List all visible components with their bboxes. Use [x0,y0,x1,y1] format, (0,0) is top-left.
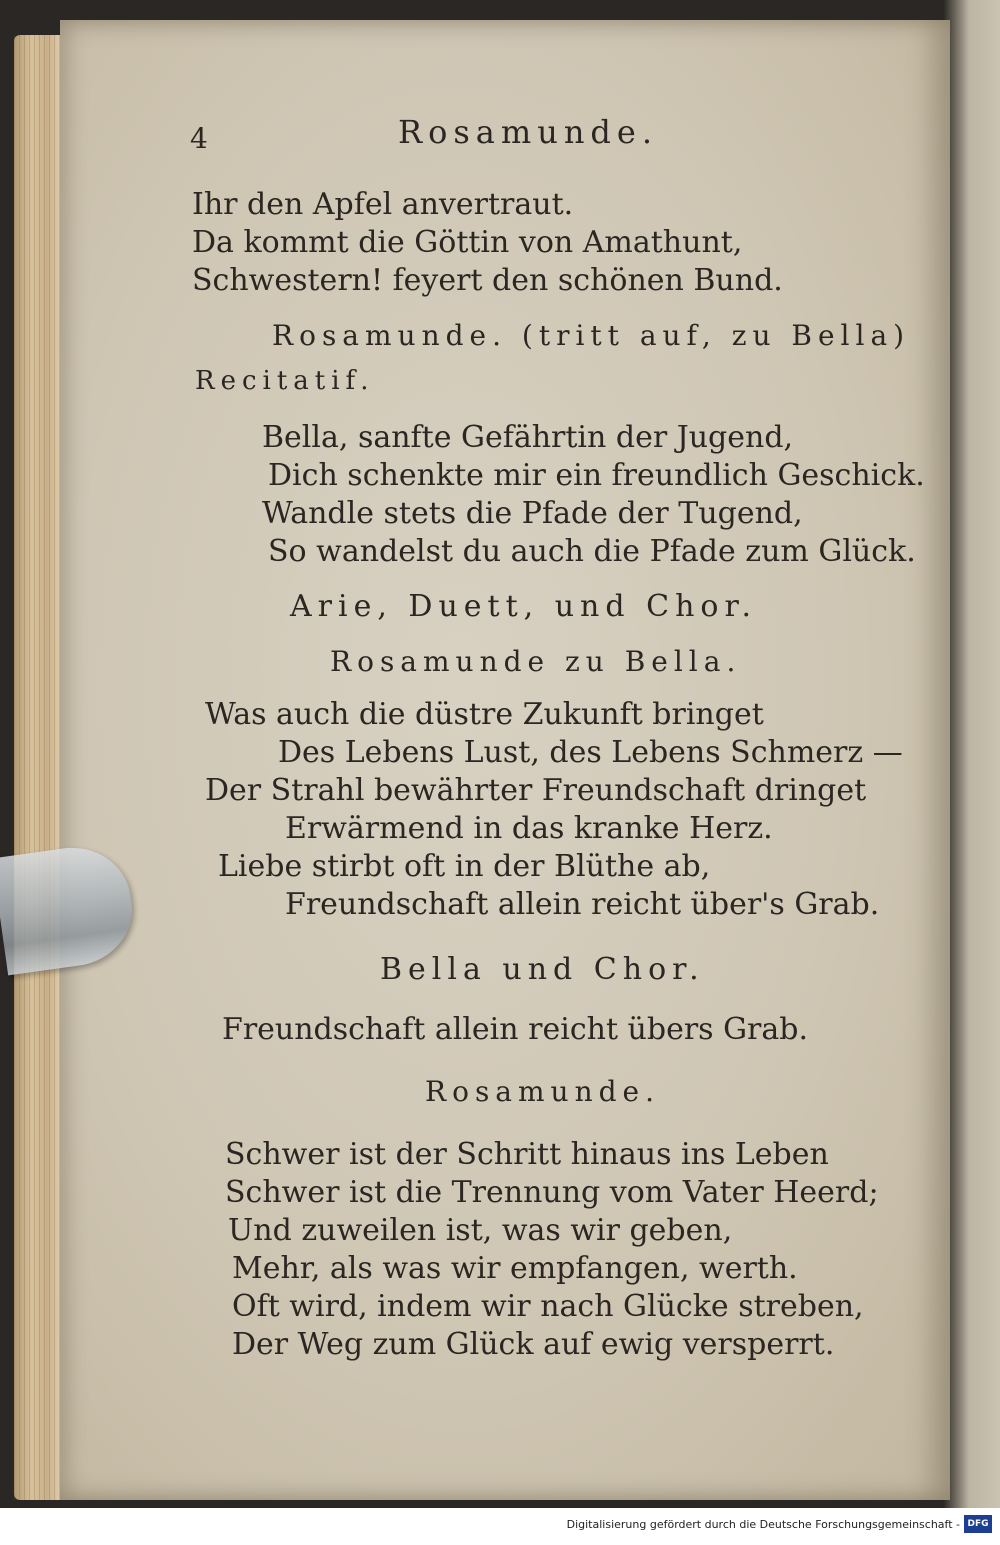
footer-bar [0,1508,1000,1545]
text-line: Da kommt die Göttin von Amathunt, [192,225,743,260]
text-line: Erwärmend in das kranke Herz. [285,811,773,846]
speaker-heading: Rosamunde. (tritt auf, zu Bella) [272,319,911,352]
dfg-logo-icon: DFG [964,1515,992,1533]
facing-page-edge [944,0,1000,1508]
section-heading: Arie, Duett, und Chor. [290,589,758,624]
text-line: Des Lebens Lust, des Lebens Schmerz — [278,735,903,770]
text-line: Was auch die düstre Zukunft bringet [205,697,764,732]
speaker-heading: Rosamunde. [425,1075,661,1108]
text-line: Oft wird, indem wir nach Glücke streben, [232,1289,864,1324]
text-line: Freundschaft allein reicht über's Grab. [285,887,880,922]
running-head: Rosamunde. [398,113,659,151]
text-line: Wandle stets die Pfade der Tugend, [262,496,803,531]
text-line: Der Strahl bewährter Freundschaft dringet [205,773,867,808]
speaker-heading: Bella und Chor. [380,952,705,987]
text-line: Bella, sanfte Gefährtin der Jugend, [262,420,794,455]
text-line: Liebe stirbt oft in der Blüthe ab, [218,849,711,884]
text-line: Und zuweilen ist, was wir geben, [228,1213,733,1248]
text-line: Schwer ist die Trennung vom Vater Heerd; [225,1175,879,1210]
funding-credit: Digitalisierung gefördert durch die Deutsche Forschungsgemeinschaft - [566,1518,960,1531]
speaker-heading: Rosamunde zu Bella. [330,645,742,678]
page-number: 4 [190,122,208,155]
text-line: Mehr, als was wir empfangen, werth. [232,1251,798,1286]
text-line: Schwestern! feyert den schönen Bund. [192,263,783,298]
text-line: So wandelst du auch die Pfade zum Glück. [268,534,916,569]
text-line: Dich schenkte mir ein freundlich Geschick. [268,458,925,493]
section-label: Recitatif. [195,366,375,396]
text-line: Ihr den Apfel anvertraut. [192,187,574,222]
text-line: Der Weg zum Glück auf ewig versperrt. [232,1327,835,1362]
text-line: Schwer ist der Schritt hinaus ins Leben [225,1137,829,1172]
text-line: Freundschaft allein reicht übers Grab. [222,1012,809,1047]
